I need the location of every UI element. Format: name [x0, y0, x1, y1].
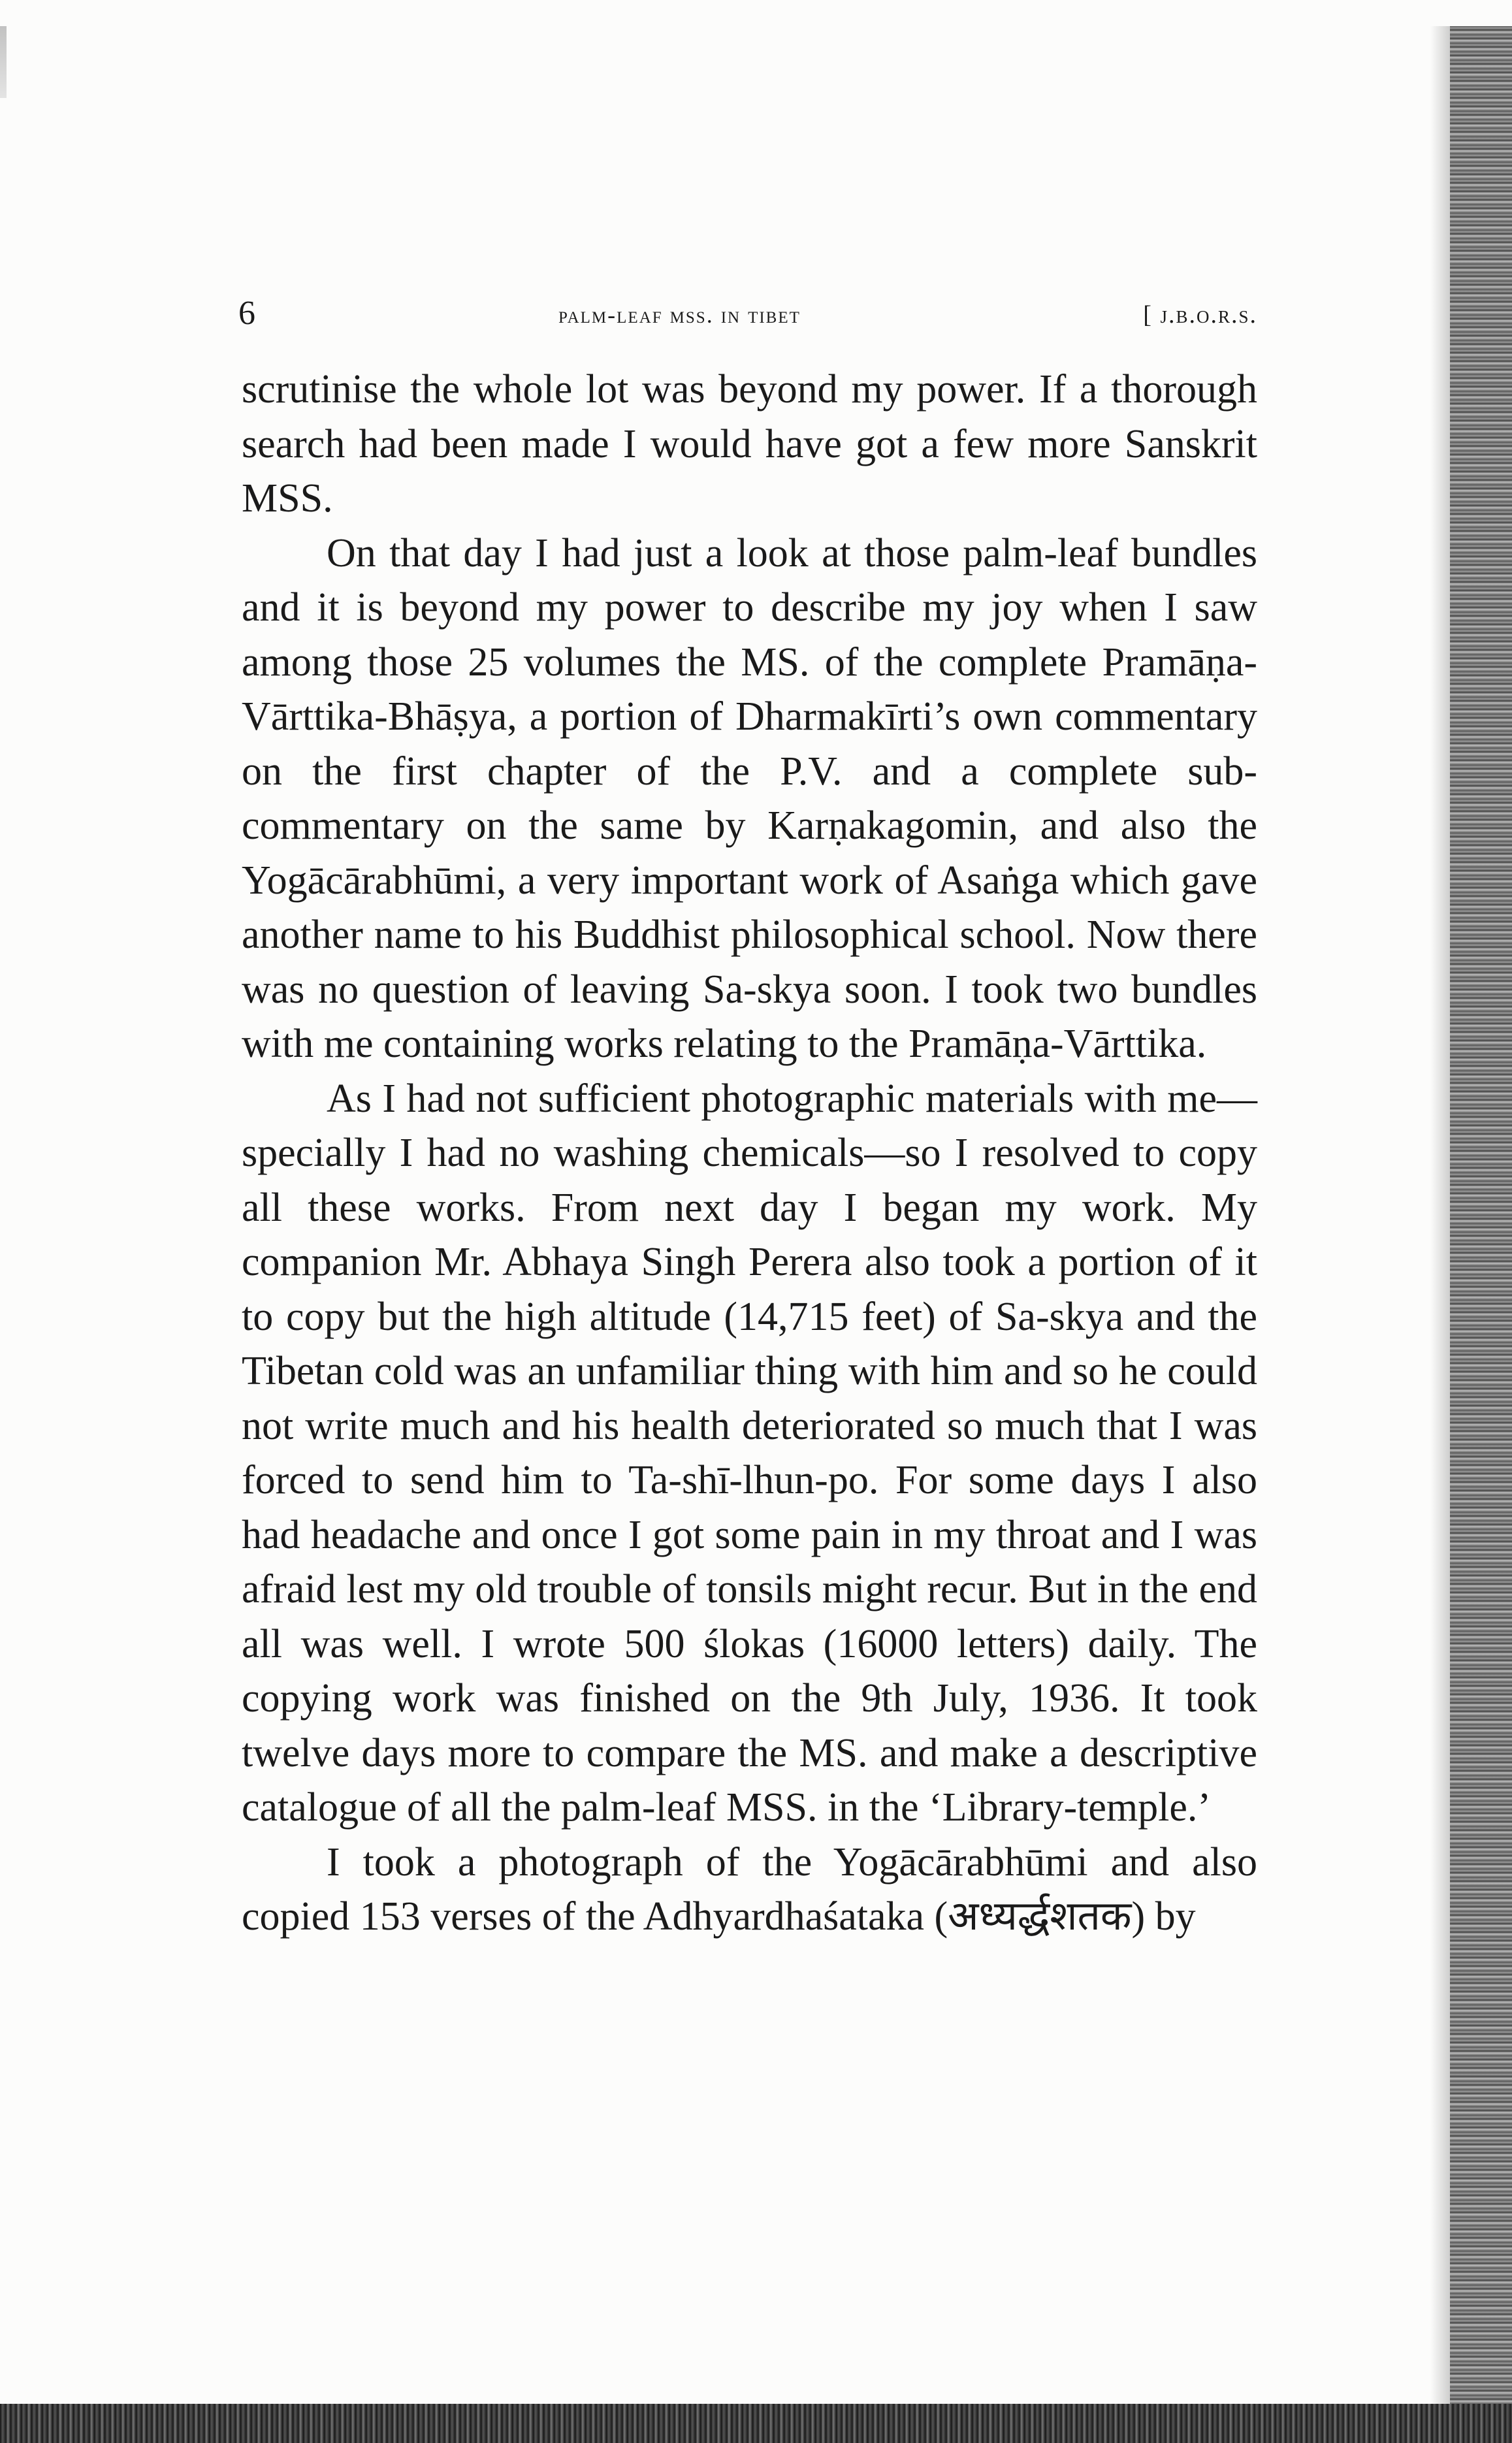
paragraph-2: On that day I had just a look at those palm-leaf bundles and it is beyond my power to describe my joy when I saw among those 25 volumes the MS. of the complete Pramāṇa-Vārttika-Bhāṣya, a portion of Dharmakīrti’s own commentary on the first chapter of the P.V. and a complete sub-commentary on the same by Karṇakagomin, and also the Yogācārabhūmi, a very important work of Asaṅga which gave another name to his Buddhist philosophical school. Now there was no question of leaving Sa-skya soon. I took two bundles with me containing works relating to the Pramāṇa-Vārttika.: [242, 530, 1257, 1066]
paragraph-3: As I had not sufficient photographic materials with me—specially I had no washing chemicals—so I resolved to copy all these works. From next day I began my work. My companion Mr. Abhaya Singh Perera also took a portion of it to copy but the high altitude (14,715 feet) of Sa-skya and the Tibetan cold was an unfamiliar thing with him and so he could not write much and his health deteriorated so much that I was forced to send him to Ta-shī-lhun-po. For some days I also had headache and once I got some pain in my throat and I was afraid lest my old trouble of tonsils might recur. But in the end all was well. I wrote 500 ślokas (16000 letters) daily. The copying work was finished on the 9th July, 1936. It took twelve days more to compare the MS. and make a descriptive catalogue of all the palm-leaf MSS. in the ‘Library-temple.’: [242, 1076, 1257, 1830]
page-number: 6: [238, 295, 255, 332]
scan-edge-shadow: [1430, 26, 1450, 2404]
scan-edge-left: [0, 26, 7, 98]
body-text: [242, 363, 1257, 1945]
journal-abbreviation: [ j.b.o.r.s.: [1143, 301, 1257, 329]
scan-edge-right: [1450, 26, 1512, 2404]
paragraph-1: scrutinise the whole lot was beyond my power. If a thorough search had been made I would have got a few more Sanskrit MSS.: [242, 367, 1257, 521]
running-head: [238, 291, 1257, 336]
paragraph-4: I took a photograph of the Yogācārabhūmi and also copied 153 verses of the Adhyardhaśataka (अध्यर्द्धशतक) by: [242, 1839, 1257, 1939]
scan-edge-bottom: [0, 2404, 1512, 2443]
running-title: palm-leaf mss. in tibet: [558, 302, 801, 328]
